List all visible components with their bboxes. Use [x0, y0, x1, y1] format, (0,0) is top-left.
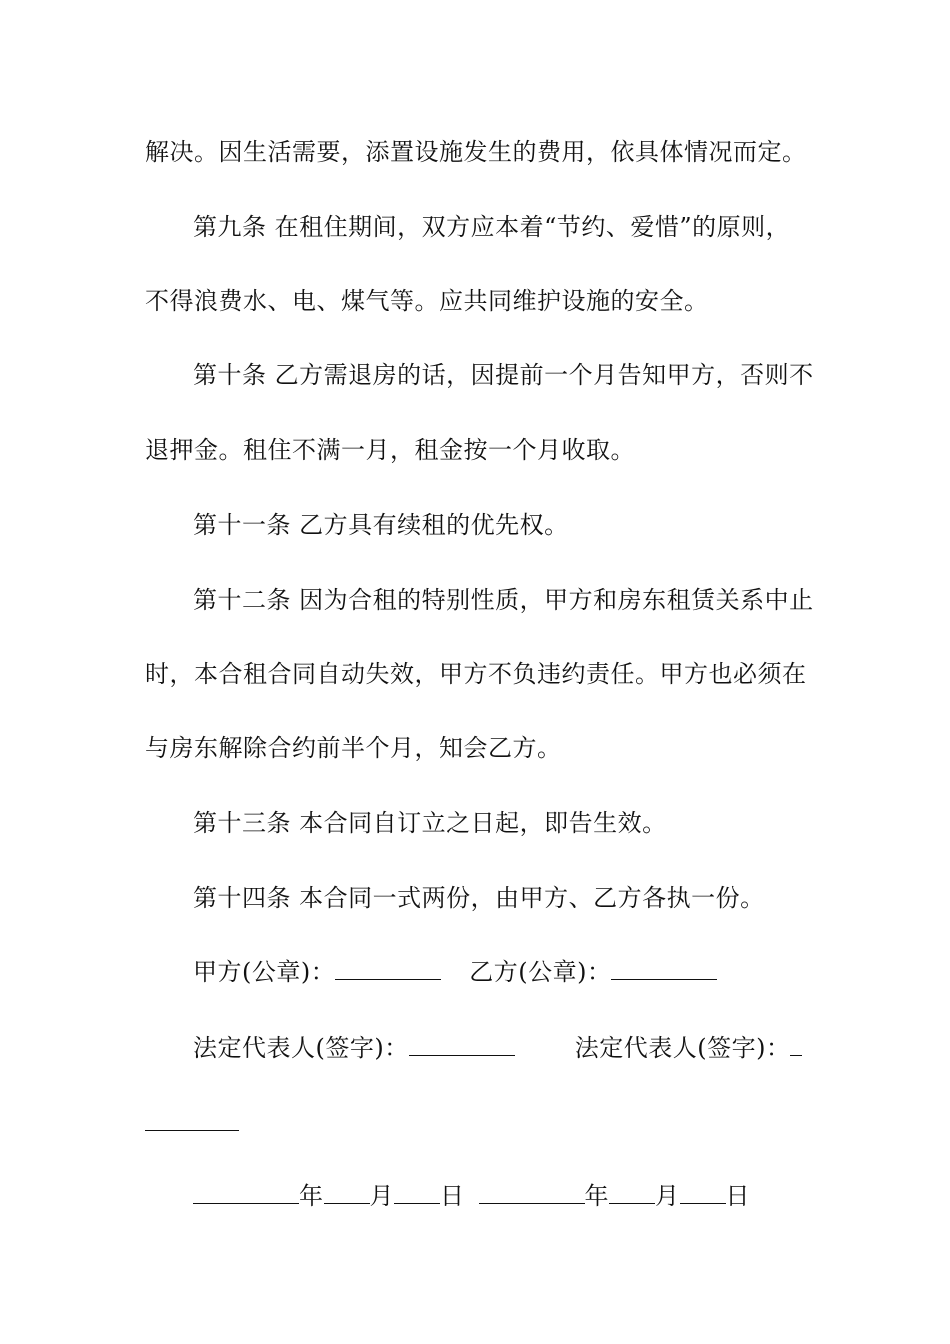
- article-11-line: 第十一条 乙方具有续租的优先权。: [193, 511, 569, 539]
- year-b-label: 年: [584, 1182, 609, 1210]
- year-b-blank: [479, 1181, 585, 1204]
- paragraph-line: 不得浪费水、电、煤气等。应共同维护设施的安全。: [145, 287, 709, 315]
- year-a-blank: [193, 1181, 299, 1204]
- paragraph-line: 与房东解除合约前半个月，知会乙方。: [145, 734, 562, 762]
- article-14-line: 第十四条 本合同一式两份，由甲方、乙方各执一份。: [193, 884, 765, 912]
- paragraph-line: 解决。因生活需要，添置设施发生的费用，依具体情况而定。: [145, 138, 807, 166]
- day-a-blank: [394, 1181, 440, 1204]
- day-b-label: 日: [725, 1182, 750, 1210]
- rep-b-blank: [790, 1033, 802, 1056]
- rep-b-blank-continued: [145, 1130, 239, 1131]
- party-a-seal-label: 甲方(公章)：: [193, 958, 336, 986]
- rep-a-label: 法定代表人(签字)：: [193, 1034, 409, 1062]
- party-a-seal-blank: [335, 957, 441, 980]
- date-line: [193, 1181, 750, 1211]
- month-a-blank: [324, 1181, 370, 1204]
- year-a-label: 年: [299, 1182, 324, 1210]
- article-12-line: 第十二条 因为合租的特别性质，甲方和房东租赁关系中止: [193, 586, 814, 614]
- day-b-blank: [680, 1181, 726, 1204]
- paragraph-line: 退押金。租住不满一月，租金按一个月收取。: [145, 436, 635, 464]
- month-a-label: 月: [369, 1182, 394, 1210]
- day-a-label: 日: [440, 1182, 465, 1210]
- rep-b-label: 法定代表人(签字)：: [574, 1034, 791, 1062]
- month-b-blank: [609, 1181, 655, 1204]
- party-b-seal-blank: [611, 957, 717, 980]
- article-10-line: 第十条 乙方需退房的话，因提前一个月告知甲方，否则不: [193, 361, 814, 389]
- month-b-label: 月: [655, 1182, 680, 1210]
- seal-line: [193, 957, 717, 987]
- representative-line: [193, 1033, 802, 1063]
- article-13-line: 第十三条 本合同自订立之日起，即告生效。: [193, 809, 667, 837]
- paragraph-line: 时，本合租合同自动失效，甲方不负违约责任。甲方也必须在: [145, 660, 807, 688]
- party-b-seal-label: 乙方(公章)：: [469, 958, 612, 986]
- rep-a-blank: [409, 1033, 515, 1056]
- article-9-line: 第九条 在租住期间，双方应本着“节约、爱惜”的原则，: [193, 213, 791, 241]
